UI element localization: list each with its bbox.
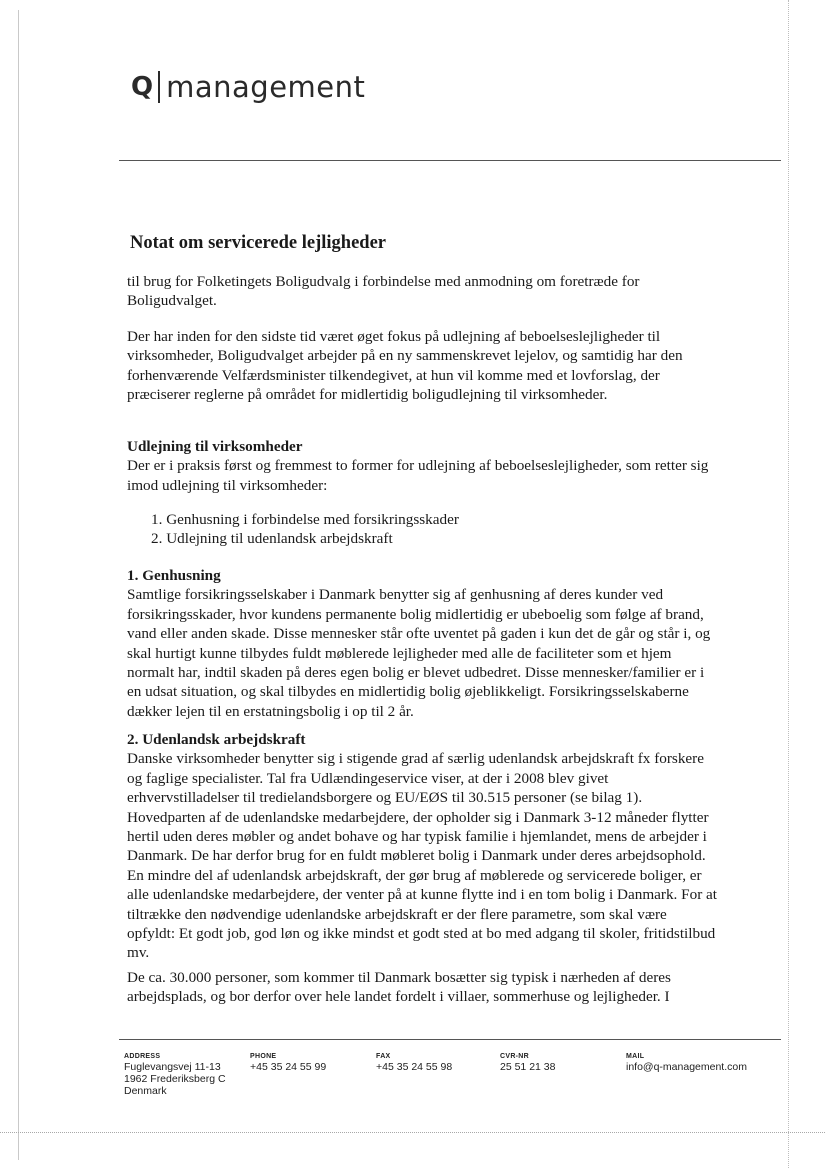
intro-paragraph — [127, 272, 717, 311]
scan-edge-bottom — [0, 1132, 825, 1134]
address-line: Denmark — [124, 1085, 167, 1097]
list-item: 2. Udlejning til udenlandsk arbejdskraft — [151, 530, 393, 548]
section-udenlandsk-arbejdskraft — [127, 730, 717, 963]
phone-number: +45 35 24 55 99 — [250, 1061, 327, 1073]
paragraph-focus — [127, 327, 717, 405]
footer-label: MAIL — [626, 1053, 645, 1060]
scan-edge-right — [788, 0, 790, 1168]
section-text: Der er i praksis først og fremmest to former for udlejning af beboelseslejligheder, som retter sig imod udlejning til virksomheder: — [127, 457, 709, 494]
document-title: Notat om servicerede lejligheder — [130, 233, 386, 253]
footer-mail — [626, 1052, 747, 1073]
footer-cvr — [500, 1052, 555, 1073]
address-line: Fuglevangsvej 11-13 — [124, 1061, 221, 1073]
footer-fax — [376, 1052, 452, 1073]
section-heading: 1. Genhusning — [127, 567, 221, 584]
scan-edge-left — [18, 10, 19, 1160]
logo-text: management — [166, 70, 366, 104]
fax-number: +45 35 24 55 98 — [376, 1061, 453, 1073]
section-heading: 2. Udenlandsk arbejdskraft — [127, 731, 306, 748]
company-logo — [131, 70, 365, 104]
section-genhusning — [127, 566, 717, 721]
logo-divider — [158, 71, 160, 103]
footer-label: FAX — [376, 1053, 391, 1060]
section-text: Samtlige forsikringsselskaber i Danmark benytter sig af genhusning af deres kunder ved forsikringsskader, hvor kundens permanente bolig midlertidig er ubeboelig som følge af brand, vand eller anden skade. Disse mennesker står ofte uventet på gaden i kun det de går og står i, og skal hurtigt kunne tilbydes fuldt møblerede lejligheder med alle de faciliteter som et hjem normalt har, indtil skaden på deres egen bolig er blevet udbedret. Disse mennesker/familier er i en udsat situation, og skal tilbydes en midlertidig bolig øjeblikkeligt. Forsikringsselskaberne dækker lejen til en erstatningsbolig i op til 2 år. — [127, 586, 711, 720]
address-line: 1962 Frederiksberg C — [124, 1073, 226, 1085]
footer-phone — [250, 1052, 326, 1073]
footer-address — [124, 1052, 226, 1097]
paragraph-continued — [127, 968, 717, 1007]
numbered-list — [151, 510, 459, 549]
intro-text: til brug for Folketingets Boligudvalg i forbindelse med anmodning om foretræde for Boligudvalget. — [127, 273, 640, 310]
footer-label: ADDRESS — [124, 1053, 161, 1060]
email-address: info@q-management.com — [626, 1061, 747, 1073]
cvr-number: 25 51 21 38 — [500, 1061, 556, 1073]
paragraph-text: De ca. 30.000 personer, som kommer til Danmark bosætter sig typisk i nærheden af deres arbejdsplads, og bor derfor over hele landet fordelt i villaer, sommerhuse og lejligheder. I — [127, 969, 671, 1006]
section-heading: Udlejning til virksomheder — [127, 438, 303, 455]
section-udlejning — [127, 437, 717, 495]
footer-rule — [119, 1039, 781, 1040]
footer-label: CVR-NR — [500, 1053, 530, 1060]
section-text: Danske virksomheder benytter sig i stigende grad af særlig udenlandsk arbejdskraft fx forskere og faglige specialister. Tal fra Udlændingeservice viser, at der i 2008 blev givet erhvervstilladelser til tredielandsborgere og EU/EØS til 30.515 personer (se bilag 1). Hovedparten af de udenlandske medarbejdere, der opholder sig i Danmark 3-12 måneder flytter hertil uden deres møbler og andet bohave og har typisk familie i hjemlandet, mens de arbejder i Danmark. De har derfor brug for en fuldt møbleret bolig i Danmark under deres arbejdsophold. En mindre del af udenlandsk arbejdskraft, der gør brug af møblerede og servicerede boliger, er alle udenlandske medarbejdere, der venter på at kunne flytte ind i en tom bolig i Danmark. For at tiltrække den nødvendige udenlandske arbejdskraft er der flere parametre, som skal være opfyldt: Et godt job, god løn og ikke mindst et godt sted at bo med adgang til skoler, fritidstilbud mv. — [127, 750, 718, 962]
list-item: 1. Genhusning i forbindelse med forsikringsskader — [151, 511, 459, 528]
logo-mark: Q — [131, 72, 154, 102]
footer-label: PHONE — [250, 1053, 277, 1060]
paragraph-text: Der har inden for den sidste tid været øget fokus på udlejning af beboelseslejligheder til virksomheder, Boligudvalget arbejder på en ny sammenskrevet lejelov, og samtidig har den forhenværende Velfærdsminister tilkendegivet, at hun vil komme med et lovforslag, der præciserer reglerne på området for midlertidig boligudlejning til virksomheder. — [127, 328, 683, 404]
header-rule — [119, 160, 781, 161]
